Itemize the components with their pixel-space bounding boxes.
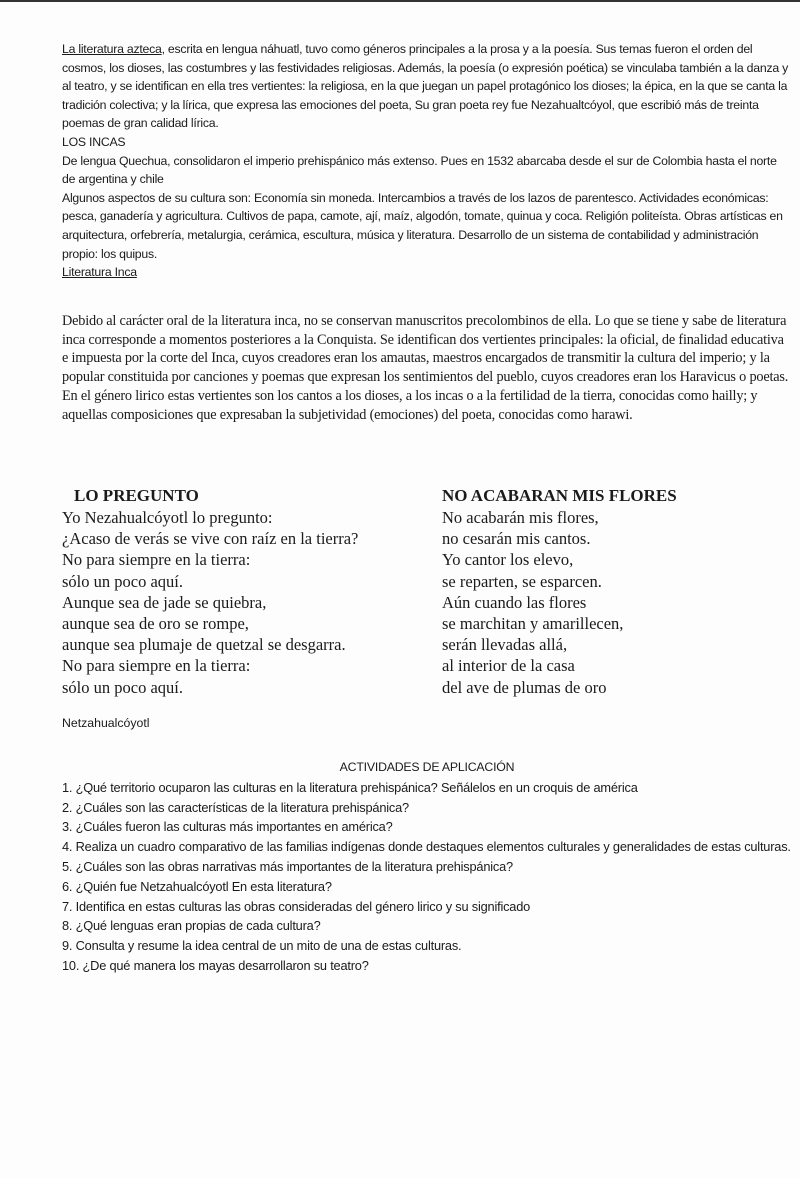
activity-item: 4. Realiza un cuadro comparativo de las familias indígenas donde destaques elementos culturales y generalidades de estas culturas. [62, 839, 791, 855]
poem-line: serán llevadas allá, [442, 635, 568, 655]
activity-item: 10. ¿De qué manera los mayas desarrollaron su teatro? [62, 957, 369, 973]
activity-item: 2. ¿Cuáles son las características de la literatura prehispánica? [62, 799, 409, 815]
poem-line: No para siempre en la tierra: [62, 550, 251, 570]
poem-line: se reparten, se esparcen. [442, 571, 602, 591]
poem-line: no cesarán mis cantos. [442, 529, 591, 549]
literatura-inca-heading: Literatura Inca [62, 265, 137, 280]
activity-item: 3. ¿Cuáles fueron las culturas más importantes en américa? [62, 819, 393, 835]
incas-heading: LOS INCAS [62, 134, 126, 149]
poem-line: Aún cuando las flores [442, 592, 587, 612]
poem-author: Netzahualcóyotl [62, 716, 150, 730]
poem-lo-pregunto [62, 485, 358, 698]
poem-title: NO ACABARAN MIS FLORES [442, 486, 677, 505]
poem-title: LO PREGUNTO [74, 486, 199, 505]
poem-no-acabaran [442, 485, 677, 698]
literatura-inca-paragraph: Debido al carácter oral de la literatura inca, no se conservan manuscritos precolombinos de ella. Lo que se tiene y sabe de literatura inca corresponde a momentos posteriores a la Conquista. Se identifican dos vertientes principales: la oficial, de finalidad educativa e impuesta por la corte del Inca, cuyos creadores eran los amautas, maestros encargados de transmitir la cultura del imperio; y la popular constituida por canciones y poemas que expresan los sentimientos del pueblo, cuyos creadores eran los Haravicus o poetas. En el género lirico estas vertientes son los cantos a los dioses, a los incas o a la fertilidad de la tierra, conocidas como hailly; y aquellas composiciones que expresaban la subjetividad (emociones) del poeta, conocidas como harawi. [62, 313, 789, 423]
activities-heading: ACTIVIDADES DE APLICACIÓN [339, 760, 515, 774]
incas-paragraph-2: Algunos aspectos de su cultura son: Economía sin moneda. Intercambios a través de los lazos de parentesco. Actividades económicas: pesca, ganadería y agricultura. Cultivos de papa, camote, ají, maíz, algodón, tomate, quinua y coca. Religión politeísta. Obras artísticas en arquitectura, orfebrería, metalurgia, cerámica, escultura, música y literatura. Desarrollo de un sistema de contabilidad y administración propio: los quipus. [62, 190, 783, 261]
activity-item: 7. Identifica en estas culturas las obras consideradas del género lirico y su significado [62, 898, 531, 914]
activity-item: 6. ¿Quién fue Netzahualcóyotl En esta literatura? [62, 878, 332, 894]
activity-item: 8. ¿Qué lenguas eran propias de cada cultura? [62, 918, 321, 934]
poem-line: sólo un poco aquí. [62, 677, 183, 697]
activity-item: 5. ¿Cuáles son las obras narrativas más importantes de la literatura prehispánica? [62, 858, 513, 874]
poem-line: Yo cantor los elevo, [442, 550, 574, 570]
poem-line: se marchitan y amarillecen, [442, 614, 624, 634]
poem-line: No acabarán mis flores, [442, 508, 599, 527]
poem-line: Aunque sea de jade se quiebra, [62, 592, 267, 612]
poem-line: del ave de plumas de oro [442, 677, 607, 697]
incas-paragraph-1: De lengua Quechua, consolidaron el imperio prehispánico más extenso. Pues en 1532 abarcaba desde el sur de Colombia hasta el norte de argentina y chile [62, 153, 777, 187]
poem-line: Yo Nezahualcóyotl lo pregunto: [62, 508, 273, 527]
poem-line: sólo un poco aquí. [62, 571, 183, 591]
aztec-section [62, 40, 792, 282]
activity-item: 9. Consulta y resume la idea central de un mito de una de estas culturas. [62, 938, 462, 954]
aztec-paragraph: La literatura azteca, escrita en lengua náhuatl, tuvo como géneros principales a la prosa y a la poesía. Sus temas fueron el orden del cosmos, los dioses, las costumbres y las festividades religiosas. Además, la poesía (o expresión poética) se vinculaba también a la danza y al teatro, y se identifican en ella tres vertientes: la religiosa, en la que juegan un papel protagónico los dioses; la épica, en la que se canta la tradición colectiva; y la lírica, que expresa las emociones del poeta, Su gran poeta rey fue Nezahualtcóyol, que escribió más de treinta poemas de gran calidad lírica. [62, 42, 788, 131]
poem-line: al interior de la casa [442, 656, 575, 676]
poem-line: No para siempre en la tierra: [62, 656, 251, 676]
poem-line: ¿Acaso de verás se vive con raíz en la tierra? [62, 529, 359, 549]
poem-line: aunque sea plumaje de quetzal se desgarra. [62, 635, 346, 655]
aztec-heading-link: La literatura azteca [62, 42, 162, 56]
activities-section [62, 758, 792, 976]
poem-line: aunque sea de oro se rompe, [62, 614, 249, 634]
activity-item: 1. ¿Qué territorio ocuparon las culturas en la literatura prehispánica? Señálelos en un croquis de américa [62, 779, 638, 795]
